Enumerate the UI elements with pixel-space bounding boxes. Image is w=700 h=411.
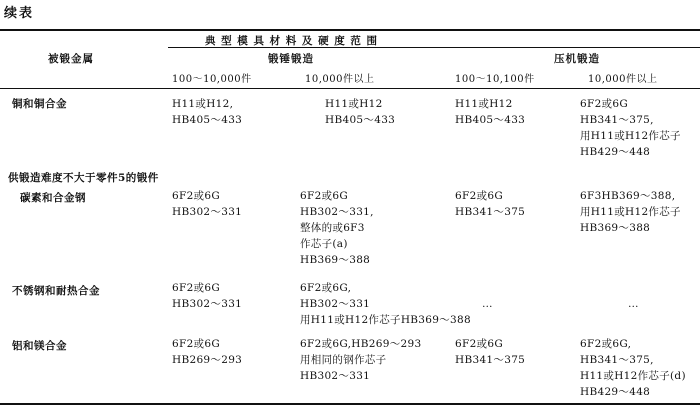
cell-copper-3: H11或H12 HB405～433 xyxy=(455,98,526,126)
cell-aluminum-1: 6F2或6G HB269～293 xyxy=(172,338,243,366)
section-note: 供锻造难度不大于零件5的锻件 xyxy=(8,172,159,184)
sub-header-1: 100～10,000件 xyxy=(172,74,252,85)
cell-stainless-4: … xyxy=(628,298,639,310)
col-material-header: 被锻金属 xyxy=(48,53,94,65)
header-bottom-rule xyxy=(0,88,700,89)
press-forging-header: 压机锻造 xyxy=(554,53,600,65)
sub-header-3: 100～10,100件 xyxy=(455,74,535,85)
row-material-copper: 铜和铜合金 xyxy=(12,98,67,110)
cell-carbon-4: 6F3HB369～388, 用H11或H12作芯子 HB369～388 xyxy=(580,190,681,234)
group-underline xyxy=(168,47,700,48)
cell-carbon-1: 6F2或6G HB302～331 xyxy=(172,190,243,218)
row-material-stainless: 不锈钢和耐热合金 xyxy=(12,285,100,297)
cell-stainless-2: 6F2或6G, HB302～331 用H11或H12作芯子HB369～388 xyxy=(300,282,471,326)
cell-aluminum-2: 6F2或6G,HB269～293 用相同的钢作芯子 HB302～331 xyxy=(300,338,422,382)
table-bottom-rule xyxy=(0,403,700,405)
continued-label: 续表 xyxy=(4,6,35,21)
row-material-aluminum: 铝和镁合金 xyxy=(12,340,67,352)
cell-carbon-2: 6F2或6G HB302～331, 整体的或6F3 作芯子(a) HB369～388 xyxy=(300,190,374,266)
cell-copper-1: H11或H12, HB405～433 xyxy=(172,98,243,126)
cell-carbon-3: 6F2或6G HB341～375 xyxy=(455,190,526,218)
cell-aluminum-4: 6F2或6G, HB341～375, H11或H12作芯子(d) HB429～448 xyxy=(580,338,686,398)
table-top-rule xyxy=(0,29,700,31)
cell-stainless-1: 6F2或6G HB302～331 xyxy=(172,282,243,310)
group-title: 典 型 模 具 材 料 及 硬 度 范 围 xyxy=(205,35,379,47)
hammer-forging-header: 锻锤锻造 xyxy=(268,53,314,65)
cell-aluminum-3: 6F2或6G HB341～375 xyxy=(455,338,526,366)
cell-copper-4: 6F2或6G HB341～375, 用H11或H12作芯子 HB429～448 xyxy=(580,98,681,158)
sub-header-2: 10,000件以上 xyxy=(305,74,375,85)
sub-header-4: 10,000件以上 xyxy=(588,74,658,85)
row-material-carbon-steel: 碳素和合金钢 xyxy=(20,192,86,204)
cell-copper-2: H11或H12 HB405～433 xyxy=(325,98,396,126)
cell-stainless-3: … xyxy=(482,298,493,310)
